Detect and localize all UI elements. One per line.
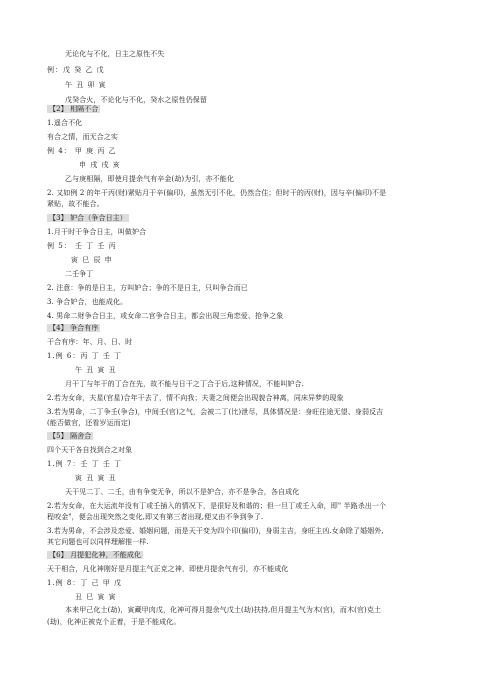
text-line: 2.若为女命，夫星(官星)合年干去了，情不向我；夫妻之间便会出现貌合神离，同床异梦的现象	[47, 394, 344, 402]
text-line: 4. 男命二财争合日主，或女命二官争合日主，都会出现三角恋爱、抢争之象	[47, 312, 284, 320]
example-branches: 申 戌 戌 亥	[79, 161, 121, 169]
section-heading	[47, 213, 129, 223]
text-line: 戊癸合火，不论化与不化，癸水之原性仍保留	[65, 96, 207, 104]
example-branches: 丑 巳 寅 寅	[75, 593, 117, 601]
example-branches: 午 丑 卯 寅	[65, 81, 107, 89]
text-line: 1.遥合不化	[47, 119, 83, 127]
example-stems: 例 5： 壬 丁 壬 丙	[47, 242, 117, 250]
text-line: 有合之情，而无合之实	[47, 133, 118, 141]
text-line: 程咬金"，便会出现突然之变化,即又有第三者出现,便又由不争到争了.	[47, 513, 264, 521]
example-stems: 例：戊 癸 乙 戊	[47, 66, 105, 74]
section-heading	[47, 104, 100, 114]
text-line: 月干丁与年干的丁合在先，故不能与日干之丁合于后,这种情况，不能叫妒合.	[65, 380, 304, 388]
text-line: 无论化与不化，日主之原性不失	[65, 50, 165, 58]
example-stems: 1.例 6：丙 丁 壬 丁	[47, 352, 123, 360]
text-line: (能否做官，还看岁运而定)	[47, 419, 131, 427]
text-line: 乙与庚相隔，即使月提余气有辛金(劫)为引，亦不能化	[65, 175, 234, 183]
section-heading	[47, 431, 93, 441]
text-line: 其它问题也可以同样理解推一样.	[47, 538, 149, 546]
example-stems: 1.例 7：壬 丁 壬 丁	[47, 460, 123, 468]
text-line: 紧贴，故不能合。	[47, 200, 104, 208]
example-stems: 例 4： 甲 庚 丙 乙	[47, 147, 117, 155]
text-line: 3. 争合妒合，也能成化。	[47, 298, 128, 306]
text-line: 四个天干各自找到合之对象	[47, 446, 133, 454]
text-line: 2.若为女命，在大运流年没有丁或壬插入的情况下，是很好及和谐的；但一旦丁或壬入命，即" 半路杀出一个	[47, 502, 387, 510]
text-line: 3.若为男命，二丁争壬(争合)，中间壬(官)之气，会被二丁(比)泄尽，具体情况是：身旺往途无望、身弱反吉	[47, 408, 384, 416]
section-heading-label: 【3】 妒合（争合日主）	[49, 214, 127, 222]
example-branches: 午 丑 寅 丑	[75, 366, 117, 374]
text-line: 1.月干时干争合日主，叫做妒合	[47, 228, 147, 236]
text-line: 干合有序：年、月、日、时	[47, 338, 133, 346]
example-branches: 寅 巳 辰 申	[71, 256, 113, 264]
section-heading	[47, 323, 100, 333]
text-line: (劫)，化神正被克个正着，于是不能成化。	[47, 618, 181, 626]
section-heading-label: 【2】 相隔不合	[49, 105, 99, 113]
section-heading-label: 【5】 隔舍合	[49, 432, 92, 440]
text-line: 天干相合，凡化神刚好是月提主气正克之神，即使月提余气有引，亦不能成化	[47, 565, 289, 573]
example-branches: 寅 丑 寅 丑	[75, 474, 117, 482]
section-heading-label: 【6】 月提犯化神，不能成化	[49, 551, 142, 559]
text-line: 2. 又如例 2 的年干丙(财)紧贴月干辛(偏印)，虽然无引不化，仍然合住；但时干的丙(财)，因与辛(偏印)不是	[47, 189, 387, 197]
text-line: 2. 注意：争的是日主，方叫妒合；争的不是日主，只叫争合而已	[47, 284, 248, 292]
text-line: 天干见二丁、二壬，由有争变无争，所以不是妒合，亦不是争合，各自成化	[65, 488, 300, 496]
section-heading	[47, 550, 143, 560]
text-line: 二壬争丁	[65, 270, 94, 278]
example-stems: 1.例 8：丁 己 甲 戊	[47, 579, 123, 587]
text-line: 3.若为男命，不会涉及恋爱、婚姻问题，而是天干变为四个印(偏印)，身弱主吉，身旺主凶.女命除了婚姻外,	[47, 527, 384, 535]
section-heading-label: 【4】 争合有序	[49, 324, 99, 332]
text-line: 本来甲己化土(劫)，寅藏甲肉戊，化神可得月提余气戊土(劫)扶持,但月提主气为木(官)，而木(官)克土	[65, 606, 382, 614]
